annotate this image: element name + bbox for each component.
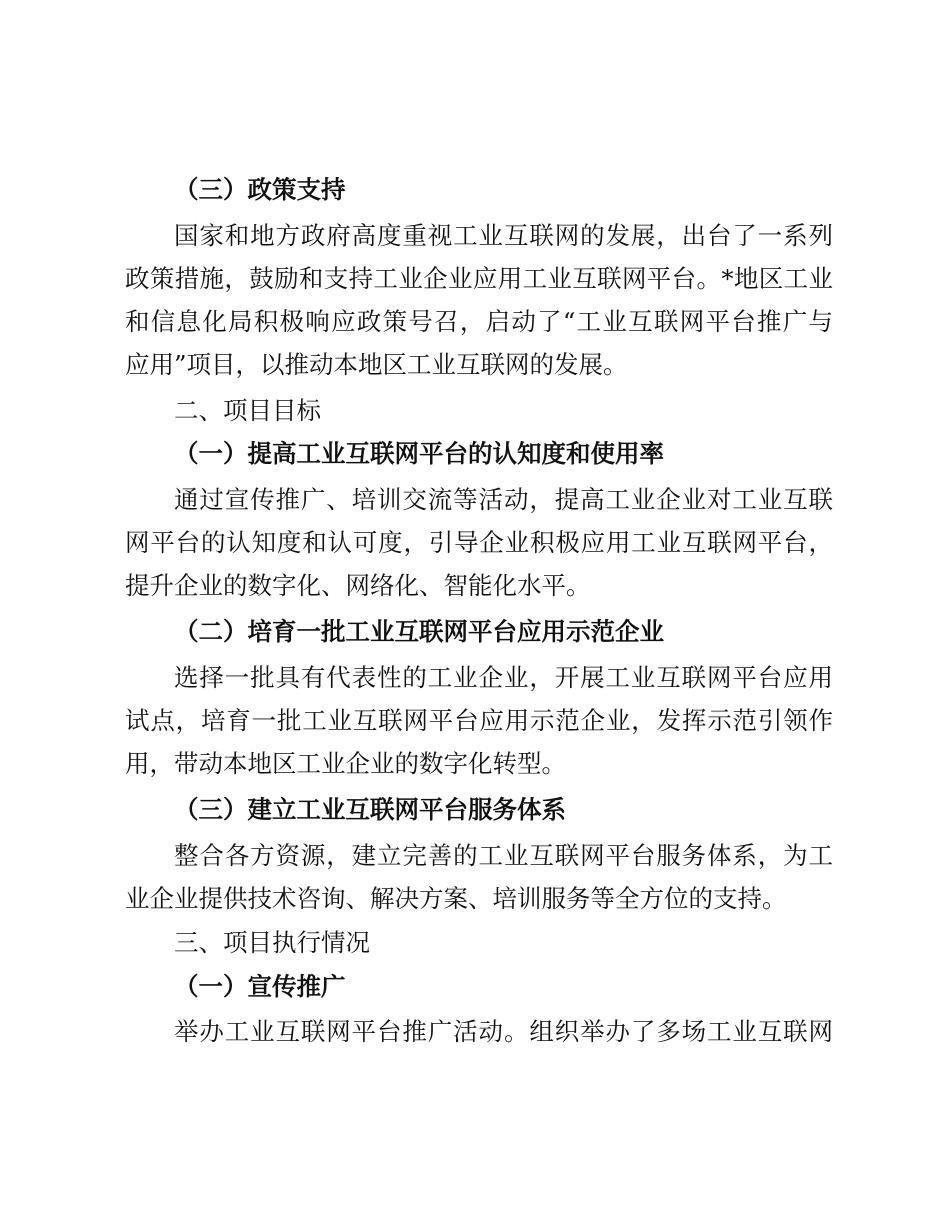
section-heading: （一）宣传推广 (174, 972, 346, 1001)
paragraph-line: 通过宣传推广、培训交流等活动，提高工业企业对工业互联 (174, 485, 833, 514)
section-heading: （二）培育一批工业互联网平台应用示范企业 (174, 617, 664, 646)
paragraph-line: 用，带动本地区工业企业的数字化转型。 (125, 749, 566, 778)
paragraph-line: 国家和地方政府高度重视工业互联网的发展，出台了一系列 (174, 221, 833, 250)
paragraph-line: 和信息化局积极响应政策号召，启动了“工业互联网平台推广与 (125, 307, 833, 336)
paragraph-line: 试点，培育一批工业互联网平台应用示范企业，发挥示范引领作 (125, 706, 833, 735)
paragraph-line: 政策措施，鼓励和支持工业企业应用工业互联网平台。*地区工业 (125, 264, 833, 293)
paragraph-line: 业企业提供技术咨询、解决方案、培训服务等全方位的支持。 (125, 884, 787, 913)
paragraph-line: 选择一批具有代表性的工业企业，开展工业互联网平台应用 (174, 663, 833, 692)
chapter-heading: 三、项目执行情况 (174, 928, 370, 957)
paragraph-line: 提升企业的数字化、网络化、智能化水平。 (125, 571, 591, 600)
paragraph-line: 整合各方资源，建立完善的工业互联网平台服务体系，为工 (174, 841, 833, 870)
section-heading: （一）提高工业互联网平台的认知度和使用率 (174, 439, 664, 468)
paragraph-line: 举办工业互联网平台推广活动。组织举办了多场工业互联网 (174, 1017, 833, 1046)
paragraph-line: 应用”项目，以推动本地区工业互联网的发展。 (125, 350, 628, 379)
section-heading: （三）政策支持 (174, 175, 346, 204)
section-heading: （三）建立工业互联网平台服务体系 (174, 795, 566, 824)
chapter-heading: 二、项目目标 (174, 396, 321, 425)
paragraph-line: 网平台的认知度和认可度，引导企业积极应用工业互联网平台， (125, 528, 833, 557)
